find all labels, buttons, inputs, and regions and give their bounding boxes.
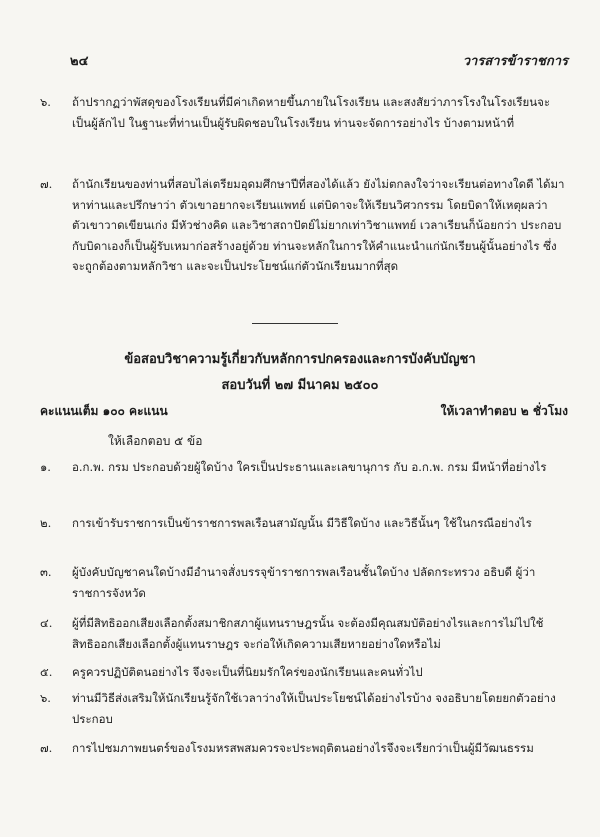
question-text: การไปชมภาพยนตร์ของโรงมหรสพสมควรจะประพฤติตนอย่างไรจึงจะเรียกว่าเป็นผู้มีวัฒนธรรม bbox=[72, 741, 534, 755]
item-text: ถ้าปรากฏว่าพัสดุของโรงเรียนที่มีค่าเกิดหายขึ้นภายในโรงเรียน และสงสัยว่าภารโรงในโรงเรียนจะเป็นผู้ลักไป ในฐานะที่ท่านเป็นผู้รับผิดชอบในโรงเรียน ท่านจะจัดการอย่างไร บ้างตามหน้าที่ bbox=[72, 95, 551, 130]
time-allowed: ให้เวลาทำตอบ ๒ ชั่วโมง bbox=[440, 404, 568, 418]
question-number: ๗. bbox=[40, 741, 53, 755]
running-header: วารสารข้าราชการ bbox=[462, 54, 568, 69]
question-text: ท่านมีวิธีส่งเสริมให้นักเรียนรู้จักใช้เวลาว่างให้เป็นประโยชน์ได้อย่างไรบ้าง จงอธิบายโดยยกตัวอย่างประกอบ bbox=[72, 691, 556, 726]
question-3 bbox=[40, 562, 565, 603]
exam-date: สอบวันที่ ๒๗ มีนาคม ๒๕๐๐ bbox=[221, 378, 379, 393]
exam-instruction: ให้เลือกตอบ ๕ ข้อ bbox=[108, 434, 203, 448]
question-number: ๕. bbox=[40, 665, 53, 679]
item-text: ถ้านักเรียนของท่านที่สอบไล่เตรียมอุดมศึกษาปีที่สองได้แล้ว ยังไม่ตกลงใจว่าจะเรียนต่อทางใดดี ได้มาหาท่านและปรึกษาว่า ตัวเขาอยากจะเรียนแพทย์ แต่บิดาจะให้เรียนวิศวกรรม โดยบิดาให้เหตุผลว่า ตัวเขาวาดเขียนเก่ง มีหัวช่างคิด และวิชาสถาปัตย์ไม่ยากเท่าวิชาแพทย์ เวลาเรียนก็น้อยกว่า ประกอบกับบิดาเองก็เป็นผู้รับเหมาก่อสร้างอยู่ด้วย ท่านจะหลักในการให้คำแนะนำแก่นักเรียนผู้นั้นอย่างไร ซึ่งจะถูกต้องตามหลักวิชา และจะเป็นประโยชน์แก่ตัวนักเรียนมากที่สุด bbox=[72, 177, 565, 273]
question-text: ผู้บังคับบัญชาคนใดบ้างมีอำนาจสั่งบรรจุข้าราชการพลเรือนชั้นใดบ้าง ปลัดกระทรวง อธิบดี ผู้ว่าราชการจังหวัด bbox=[72, 565, 536, 600]
full-score: คะแนนเต็ม ๑๐๐ คะแนน bbox=[40, 404, 168, 418]
question-2 bbox=[40, 513, 565, 534]
section-divider bbox=[252, 323, 338, 324]
question-6 bbox=[40, 688, 565, 729]
page-number: ๒๔ bbox=[70, 54, 89, 69]
list-item-6 bbox=[40, 92, 565, 133]
question-5 bbox=[40, 662, 565, 683]
item-number: ๖. bbox=[40, 95, 51, 109]
question-number: ๑. bbox=[40, 460, 51, 474]
question-text: การเข้ารับราชการเป็นข้าราชการพลเรือนสามัญนั้น มีวิธีใดบ้าง และวิธีนั้นๆ ใช้ในกรณีอย่างไร bbox=[72, 516, 532, 530]
question-1 bbox=[40, 457, 565, 478]
list-item-7 bbox=[40, 174, 565, 277]
exam-title: ข้อสอบวิชาความรู้เกี่ยวกับหลักการปกครองและการบังคับบัญชา bbox=[124, 352, 476, 367]
question-text: ครูควรปฏิบัติตนอย่างไร จึงจะเป็นที่นิยมรักใคร่ของนักเรียนและคนทั่วไป bbox=[72, 665, 423, 679]
item-number: ๗. bbox=[40, 177, 53, 191]
question-number: ๔. bbox=[40, 616, 53, 630]
question-7 bbox=[40, 738, 565, 759]
question-number: ๓. bbox=[40, 565, 52, 579]
question-text: ผู้ที่มีสิทธิออกเสียงเลือกตั้งสมาชิกสภาผู้แทนราษฎรนั้น จะต้องมีคุณสมบัติอย่างไรและการไม่ไปใช้สิทธิออกเสียงเลือกตั้งผู้แทนราษฎร จะก่อให้เกิดความเสียหายอย่างใดหรือไม่ bbox=[72, 616, 544, 651]
question-4 bbox=[40, 613, 565, 654]
question-number: ๒. bbox=[40, 516, 52, 530]
question-text: อ.ก.พ. กรม ประกอบด้วยผู้ใดบ้าง ใครเป็นประธานและเลขานุการ กับ อ.ก.พ. กรม มีหน้าที่อย่างไร bbox=[72, 460, 547, 474]
question-number: ๖. bbox=[40, 691, 51, 705]
